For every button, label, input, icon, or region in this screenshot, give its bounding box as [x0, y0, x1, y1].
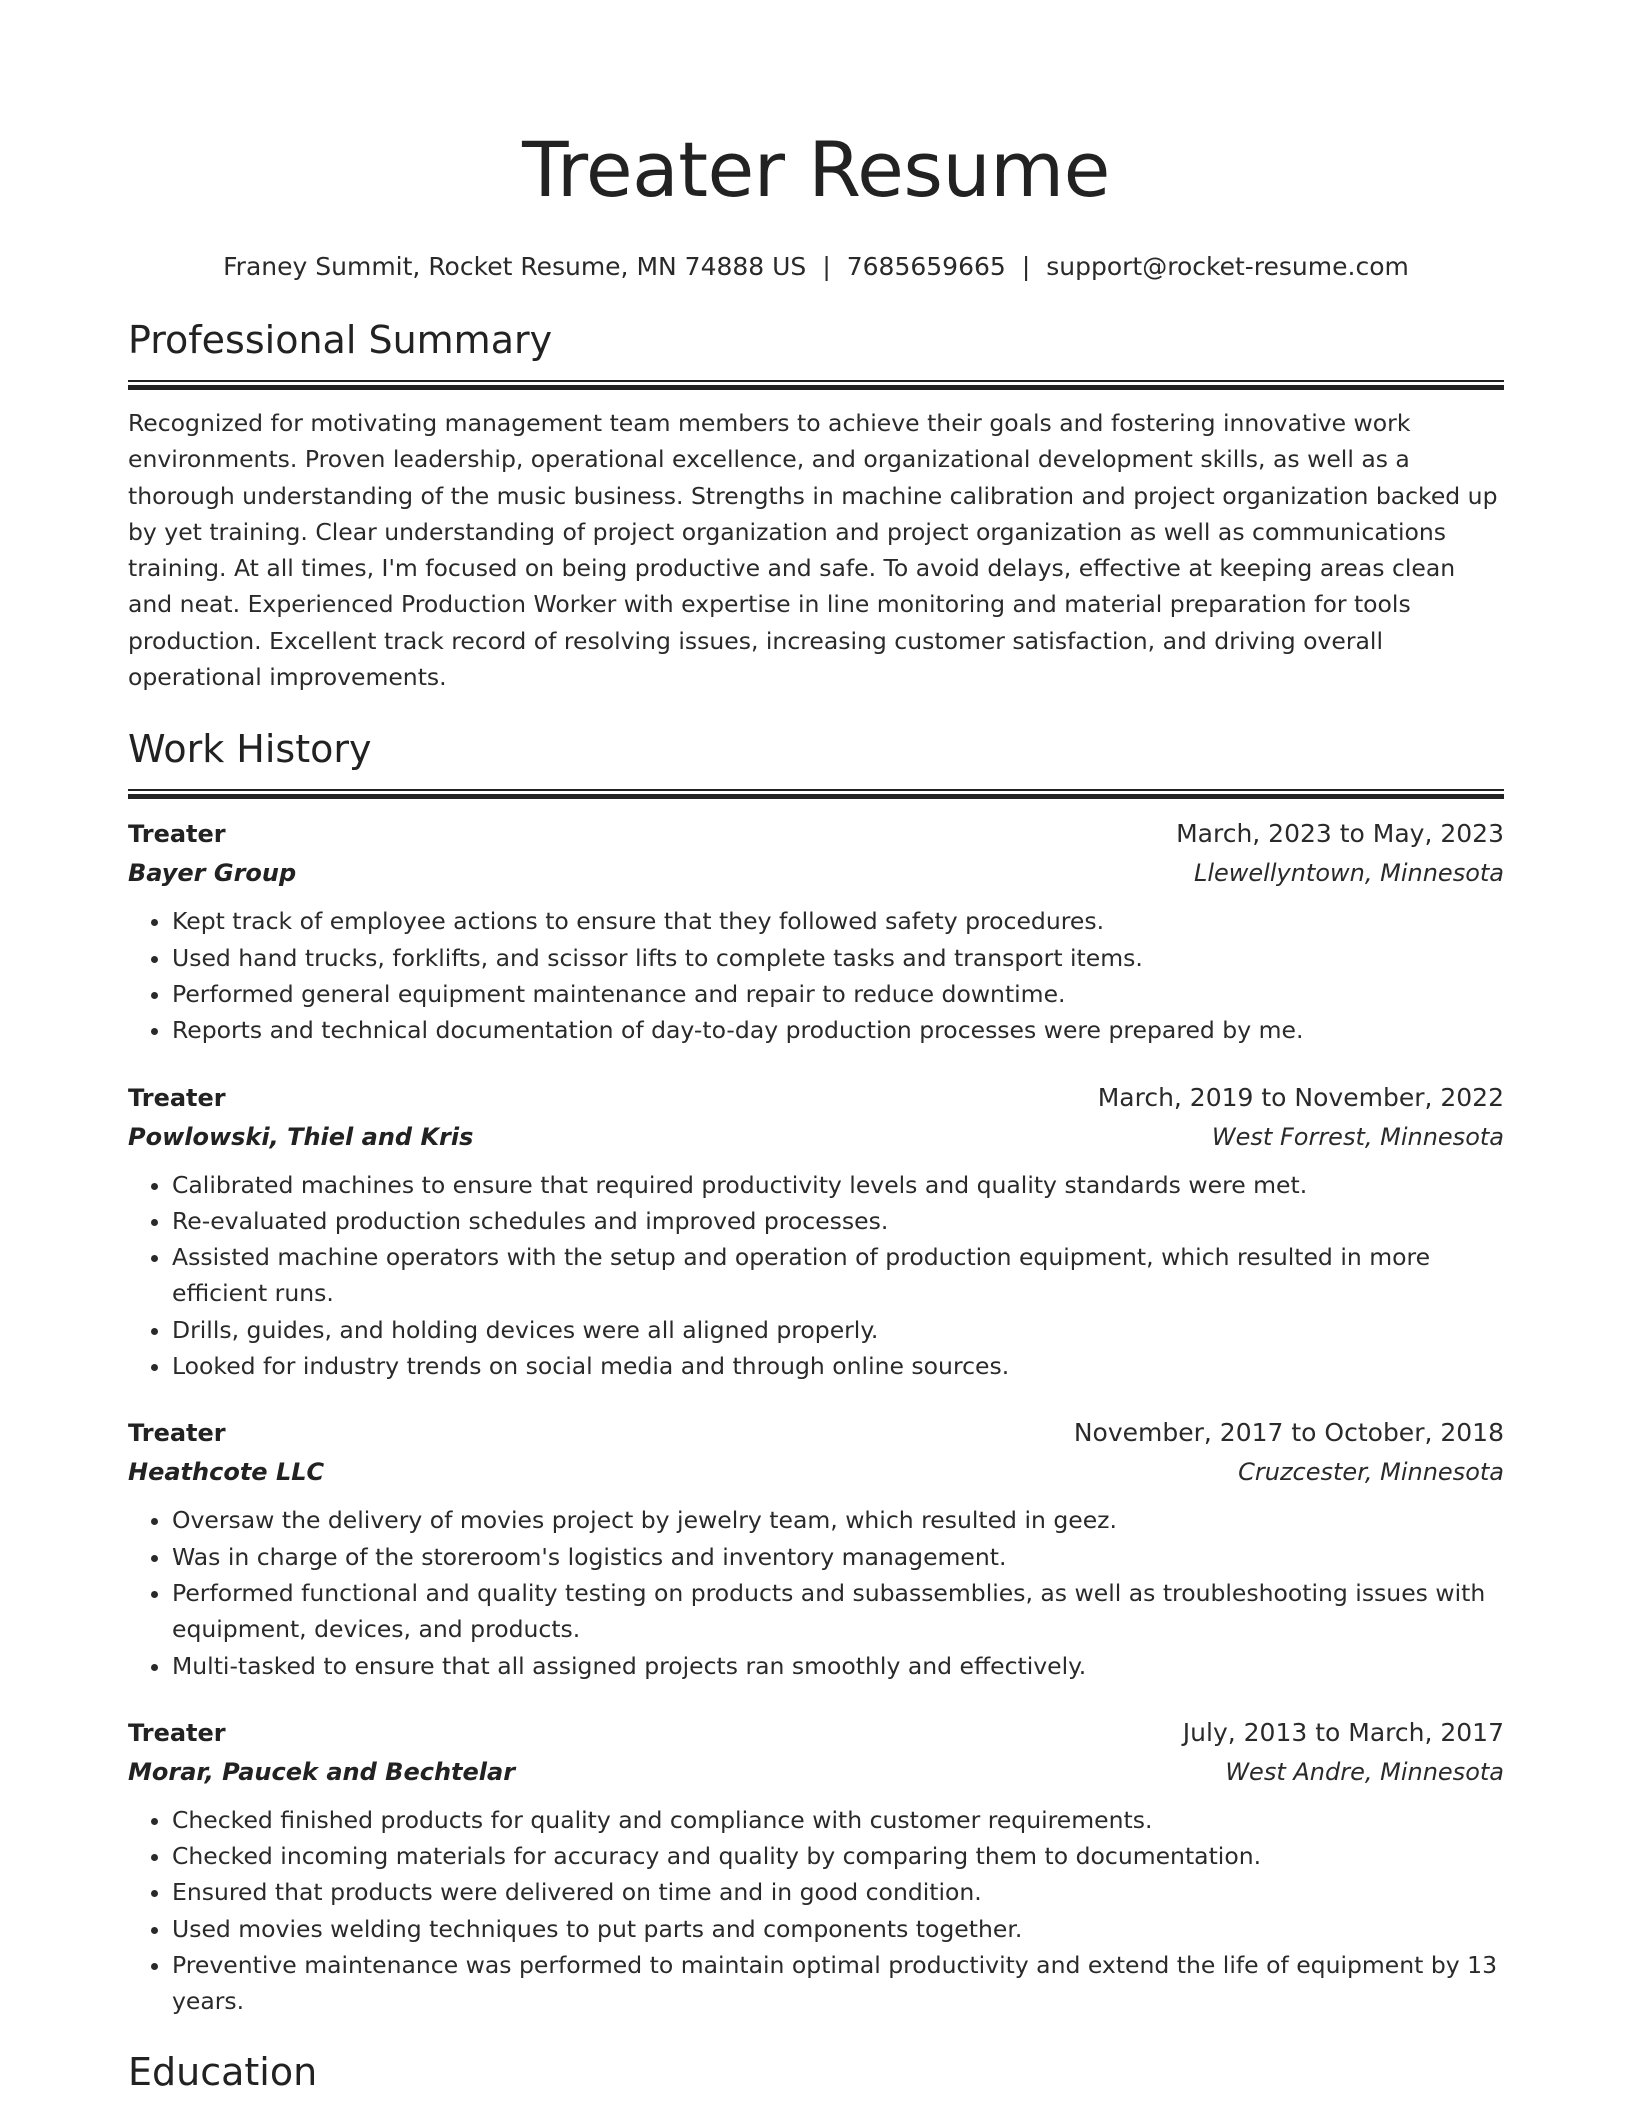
work-history-section — [128, 723, 1504, 2019]
job-location: West Andre, Minnesota — [1225, 1757, 1504, 1786]
job-company: Bayer Group — [128, 859, 297, 888]
job-dates: November, 2017 to October, 2018 — [1073, 1418, 1504, 1448]
work-history-heading: Work History — [128, 727, 372, 772]
job-header — [128, 1414, 1504, 1452]
job-bullet: • Used hand trucks, forklifts, and scissor lifts to complete tasks and transport items. — [172, 940, 1504, 976]
job-bullet: • Checked incoming materials for accuracy and quality by comparing them to documentation. — [172, 1838, 1504, 1874]
job-bullet: • Calibrated machines to ensure that required productivity levels and quality standards were met. — [172, 1167, 1504, 1203]
education-section — [128, 2046, 1504, 2098]
job-bullet: • Performed functional and quality testing on products and subassemblies, as well as troubleshooting issues with equipment, devices, and products. — [172, 1575, 1504, 1648]
job-bullets — [128, 1502, 1504, 1683]
job-subheader — [128, 853, 1504, 893]
job-bullet: • Multi-tasked to ensure that all assigned projects ran smoothly and effectively. — [172, 1648, 1504, 1684]
job-location: West Forrest, Minnesota — [1211, 1122, 1504, 1151]
job-bullet: • Used movies welding techniques to put parts and components together. — [172, 1911, 1504, 1947]
job-entry — [128, 1079, 1504, 1385]
job-bullet: • Checked finished products for quality and compliance with customer requirements. — [172, 1802, 1504, 1838]
section-divider — [128, 380, 1504, 390]
job-bullet: • Assisted machine operators with the setup and operation of production equipment, which resulted in more efficient runs. — [172, 1239, 1504, 1312]
summary-section — [128, 314, 1504, 695]
job-company: Morar, Paucek and Bechtelar — [128, 1757, 516, 1786]
job-bullet: • Performed general equipment maintenance and repair to reduce downtime. — [172, 976, 1504, 1012]
job-bullet: • Re-evaluated production schedules and improved processes. — [172, 1203, 1504, 1239]
job-location: Llewellyntown, Minnesota — [1193, 859, 1504, 888]
job-bullet: • Drills, guides, and holding devices were all aligned properly. — [172, 1312, 1504, 1348]
job-header — [128, 1079, 1504, 1117]
job-title: Treater — [128, 820, 226, 849]
job-company: Powlowski, Thiel and Kris — [128, 1122, 474, 1151]
contact-email: support@rocket-resume.com — [1046, 252, 1409, 281]
job-subheader — [128, 1452, 1504, 1492]
job-header — [128, 815, 1504, 853]
summary-text: Recognized for motivating management team members to achieve their goals and fostering innovative work environments. Proven leadership, operational excellence, and organizational development skills, as well as a thorough understanding of the music business. Strengths in machine calibration and project organization backed up by yet training. Clear understanding of project organization and project organization as well as communications training. At all times, I'm focused on being productive and safe. To avoid delays, effective at keeping areas clean and neat. Experienced Production Worker with expertise in line monitoring and material preparation for tools production. Excellent track record of resolving issues, increasing customer satisfaction, and driving overall operational improvements. — [128, 409, 1498, 692]
job-header — [128, 1714, 1504, 1752]
job-subheader — [128, 1117, 1504, 1157]
job-title: Treater — [128, 1419, 226, 1448]
job-company: Heathcote LLC — [128, 1458, 325, 1487]
job-bullets — [128, 1802, 1504, 2020]
job-title: Treater — [128, 1083, 226, 1112]
job-bullet: • Kept track of employee actions to ensure that they followed safety procedures. — [172, 903, 1504, 939]
job-entry — [128, 1414, 1504, 1683]
contact-line — [128, 250, 1504, 284]
summary-heading: Professional Summary — [128, 318, 553, 362]
section-divider — [128, 789, 1504, 799]
contact-separator: | — [1021, 252, 1031, 281]
job-dates: March, 2019 to November, 2022 — [1097, 1082, 1504, 1112]
job-entry — [128, 1714, 1504, 2020]
contact-separator: | — [822, 252, 831, 281]
job-title: Treater — [128, 1718, 226, 1747]
job-bullet: • Looked for industry trends on social media and through online sources. — [172, 1348, 1504, 1384]
job-bullets — [128, 1167, 1504, 1385]
job-bullet: • Oversaw the delivery of movies project by jewelry team, which resulted in geez. — [172, 1502, 1504, 1538]
job-bullet: • Reports and technical documentation of day-to-day production processes were prepared by me. — [172, 1012, 1504, 1048]
job-bullet: • Preventive maintenance was performed to maintain optimal productivity and extend the life of equipment by 13 years. — [172, 1947, 1504, 2020]
job-bullet: • Ensured that products were delivered on time and in good condition. — [172, 1874, 1504, 1910]
resume-title: Treater Resume — [522, 125, 1110, 214]
education-heading: Education — [128, 2049, 318, 2094]
contact-phone: 7685659665 — [846, 252, 1006, 281]
job-entry — [128, 815, 1504, 1048]
job-subheader — [128, 1752, 1504, 1792]
job-bullets — [128, 903, 1504, 1048]
job-dates: March, 2023 to May, 2023 — [1176, 819, 1504, 849]
job-bullet: • Was in charge of the storeroom's logistics and inventory management. — [172, 1539, 1504, 1575]
contact-address: Franey Summit, Rocket Resume, MN 74888 US — [223, 252, 807, 281]
job-location: Cruzcester, Minnesota — [1238, 1458, 1504, 1487]
job-dates: July, 2013 to March, 2017 — [1182, 1717, 1504, 1747]
